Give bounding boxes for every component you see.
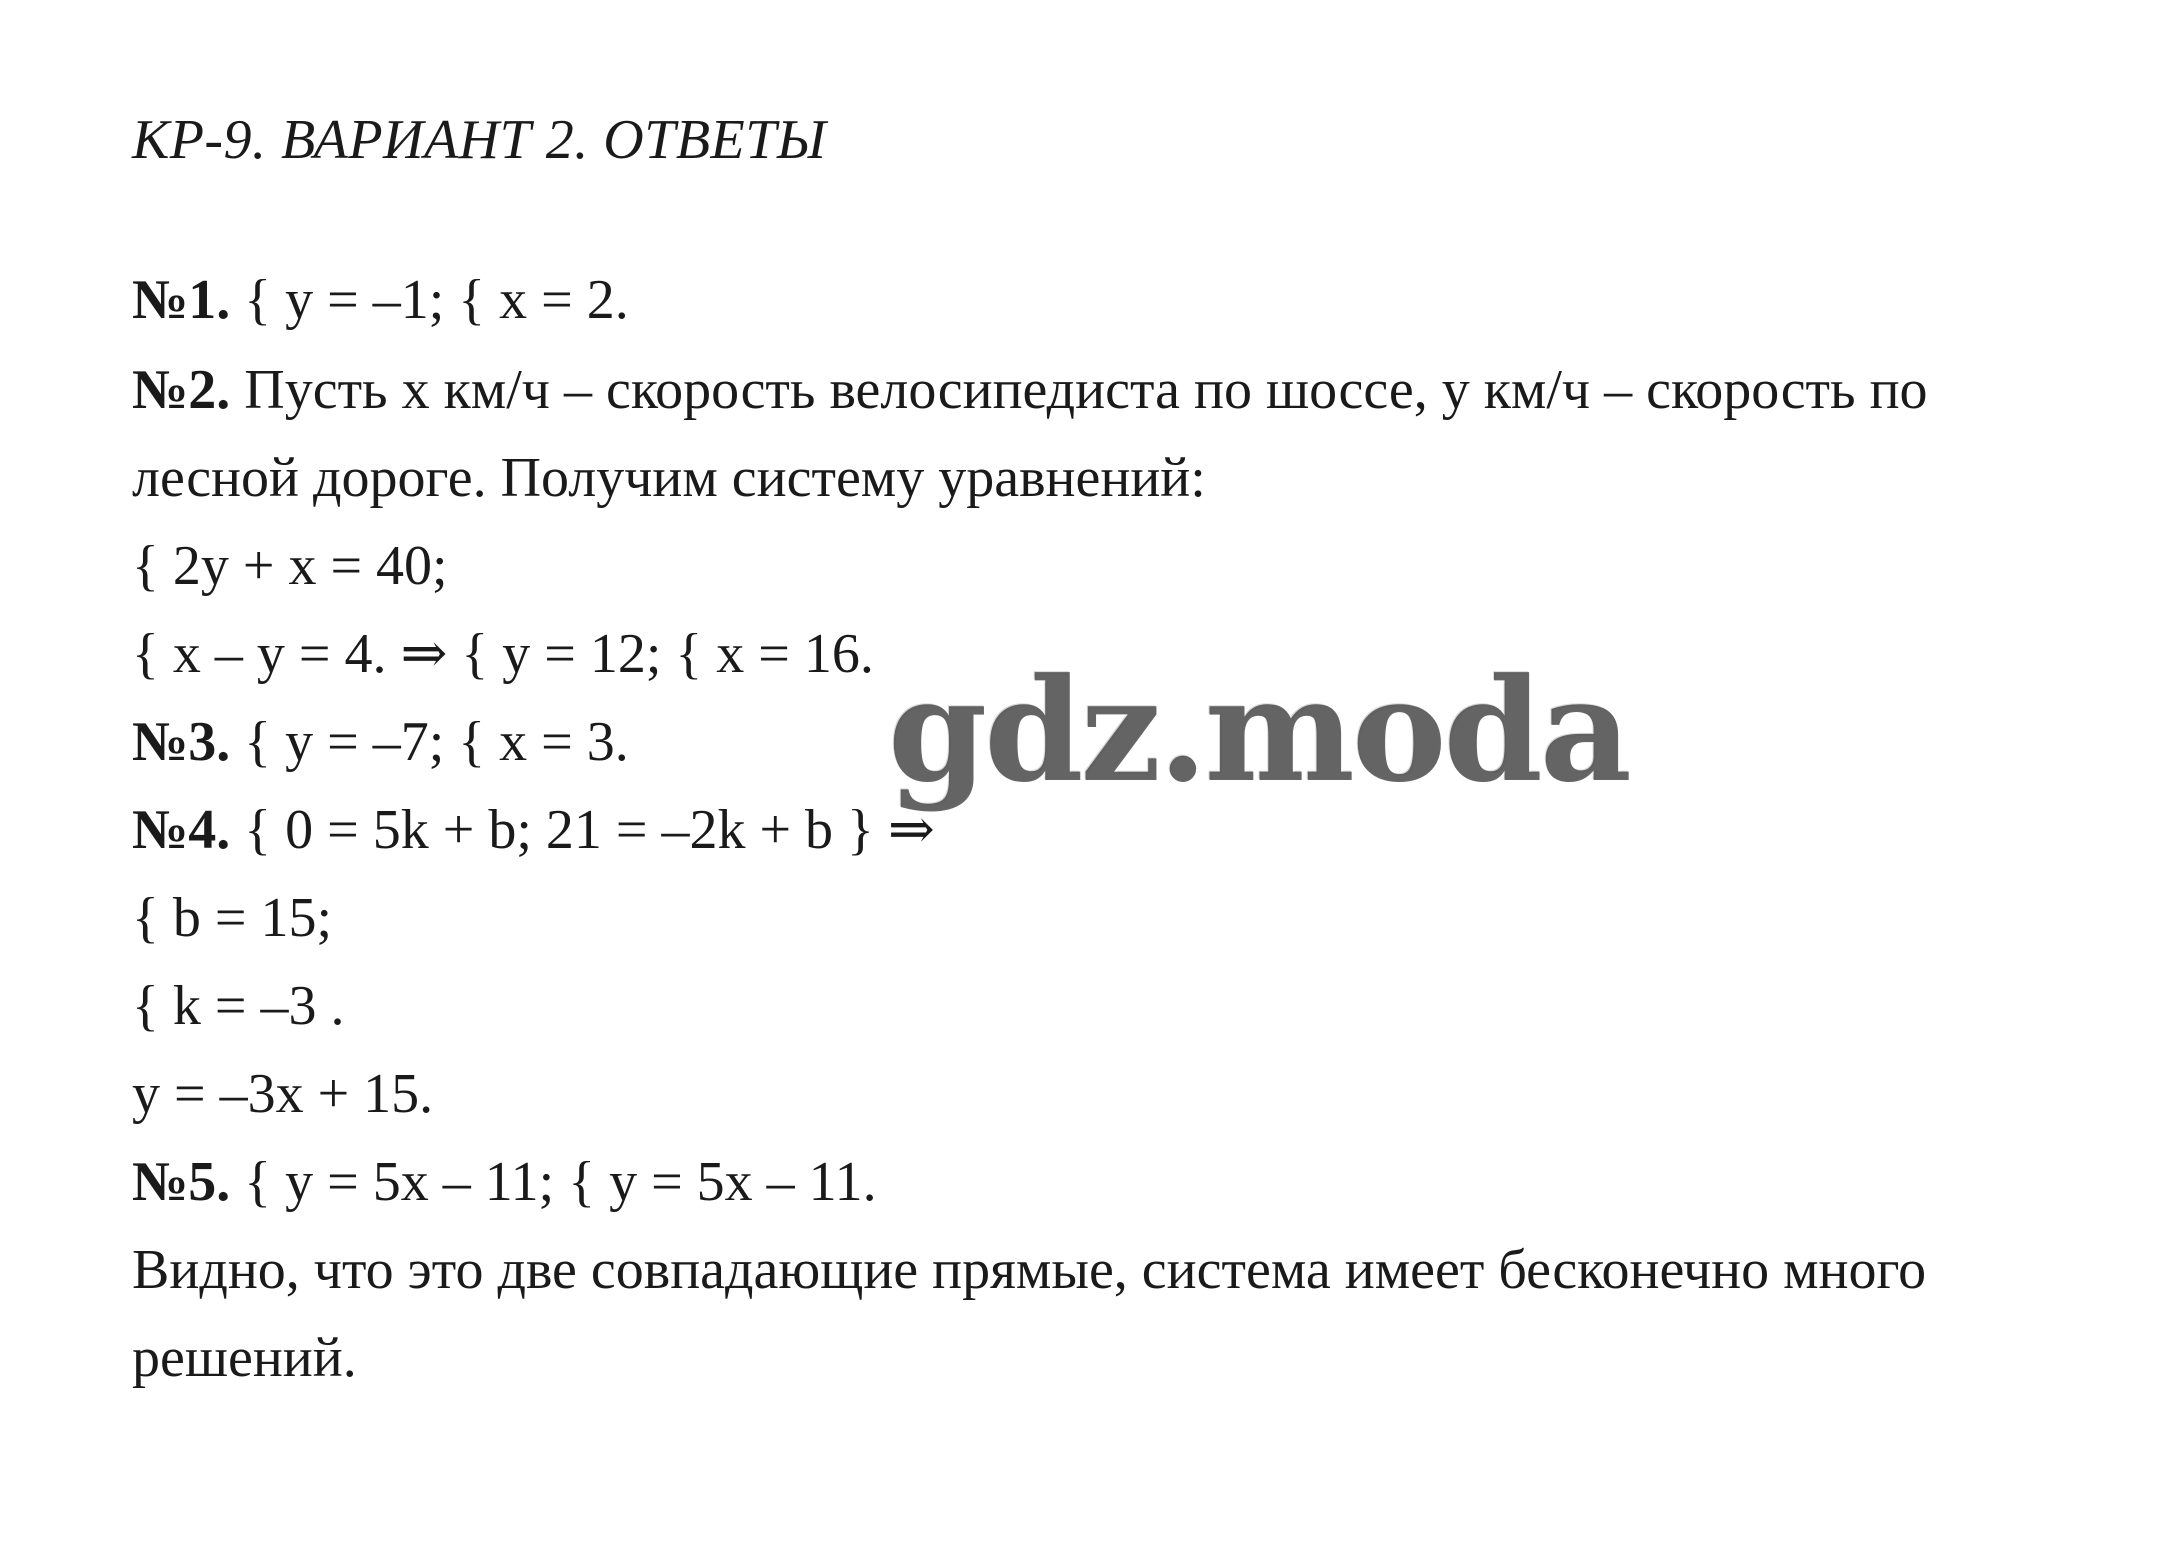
answer-line-13 — [132, 1327, 357, 1389]
answer-text: y = –3x + 15. — [132, 1063, 434, 1125]
watermark-logo: gdz.moda — [888, 648, 1629, 814]
answer-text: { k = –3 . — [132, 975, 345, 1037]
problem-number: №1. — [132, 269, 231, 331]
answer-text: лесной дороге. Получим систему уравнений: — [132, 447, 1206, 509]
answer-line-7 — [132, 799, 935, 861]
answer-line-3 — [132, 447, 1206, 509]
answer-line-9 — [132, 975, 345, 1037]
answer-line-12 — [132, 1239, 1927, 1301]
answer-line-6 — [132, 711, 629, 773]
answer-text: { b = 15; — [132, 887, 333, 949]
answer-line-1 — [132, 269, 629, 331]
answer-line-11 — [132, 1151, 877, 1213]
answer-text: { х – у = 4. ⇒ { у = 12; { х = 16. — [132, 623, 874, 685]
answer-line-4 — [132, 535, 448, 597]
answer-line-10 — [132, 1063, 434, 1125]
answer-text: Пусть х км/ч – скорость велосипедиста по шоссе, у км/ч – скорость по — [230, 359, 1928, 421]
answer-line-5 — [132, 623, 874, 685]
answer-text: решений. — [132, 1327, 357, 1389]
answer-text: { 0 = 5k + b; 21 = –2k + b } ⇒ — [230, 799, 935, 861]
problem-number: №3. — [132, 711, 231, 773]
answer-text: { y = –7; { x = 3. — [230, 711, 629, 773]
page-title: КР-9. ВАРИАНТ 2. ОТВЕТЫ — [132, 109, 827, 171]
problem-number: №4. — [132, 799, 231, 861]
answer-text: { 2у + х = 40; — [132, 535, 448, 597]
answer-text: { y = 5x – 11; { y = 5x – 11. — [230, 1151, 877, 1213]
answer-line-2 — [132, 359, 1928, 421]
answer-line-8 — [132, 887, 333, 949]
answer-text: { y = –1; { x = 2. — [230, 269, 629, 331]
problem-number: №5. — [132, 1151, 231, 1213]
problem-number: №2. — [132, 359, 231, 421]
answer-text: Видно, что это две совпадающие прямые, система имеет бесконечно много — [132, 1239, 1927, 1301]
